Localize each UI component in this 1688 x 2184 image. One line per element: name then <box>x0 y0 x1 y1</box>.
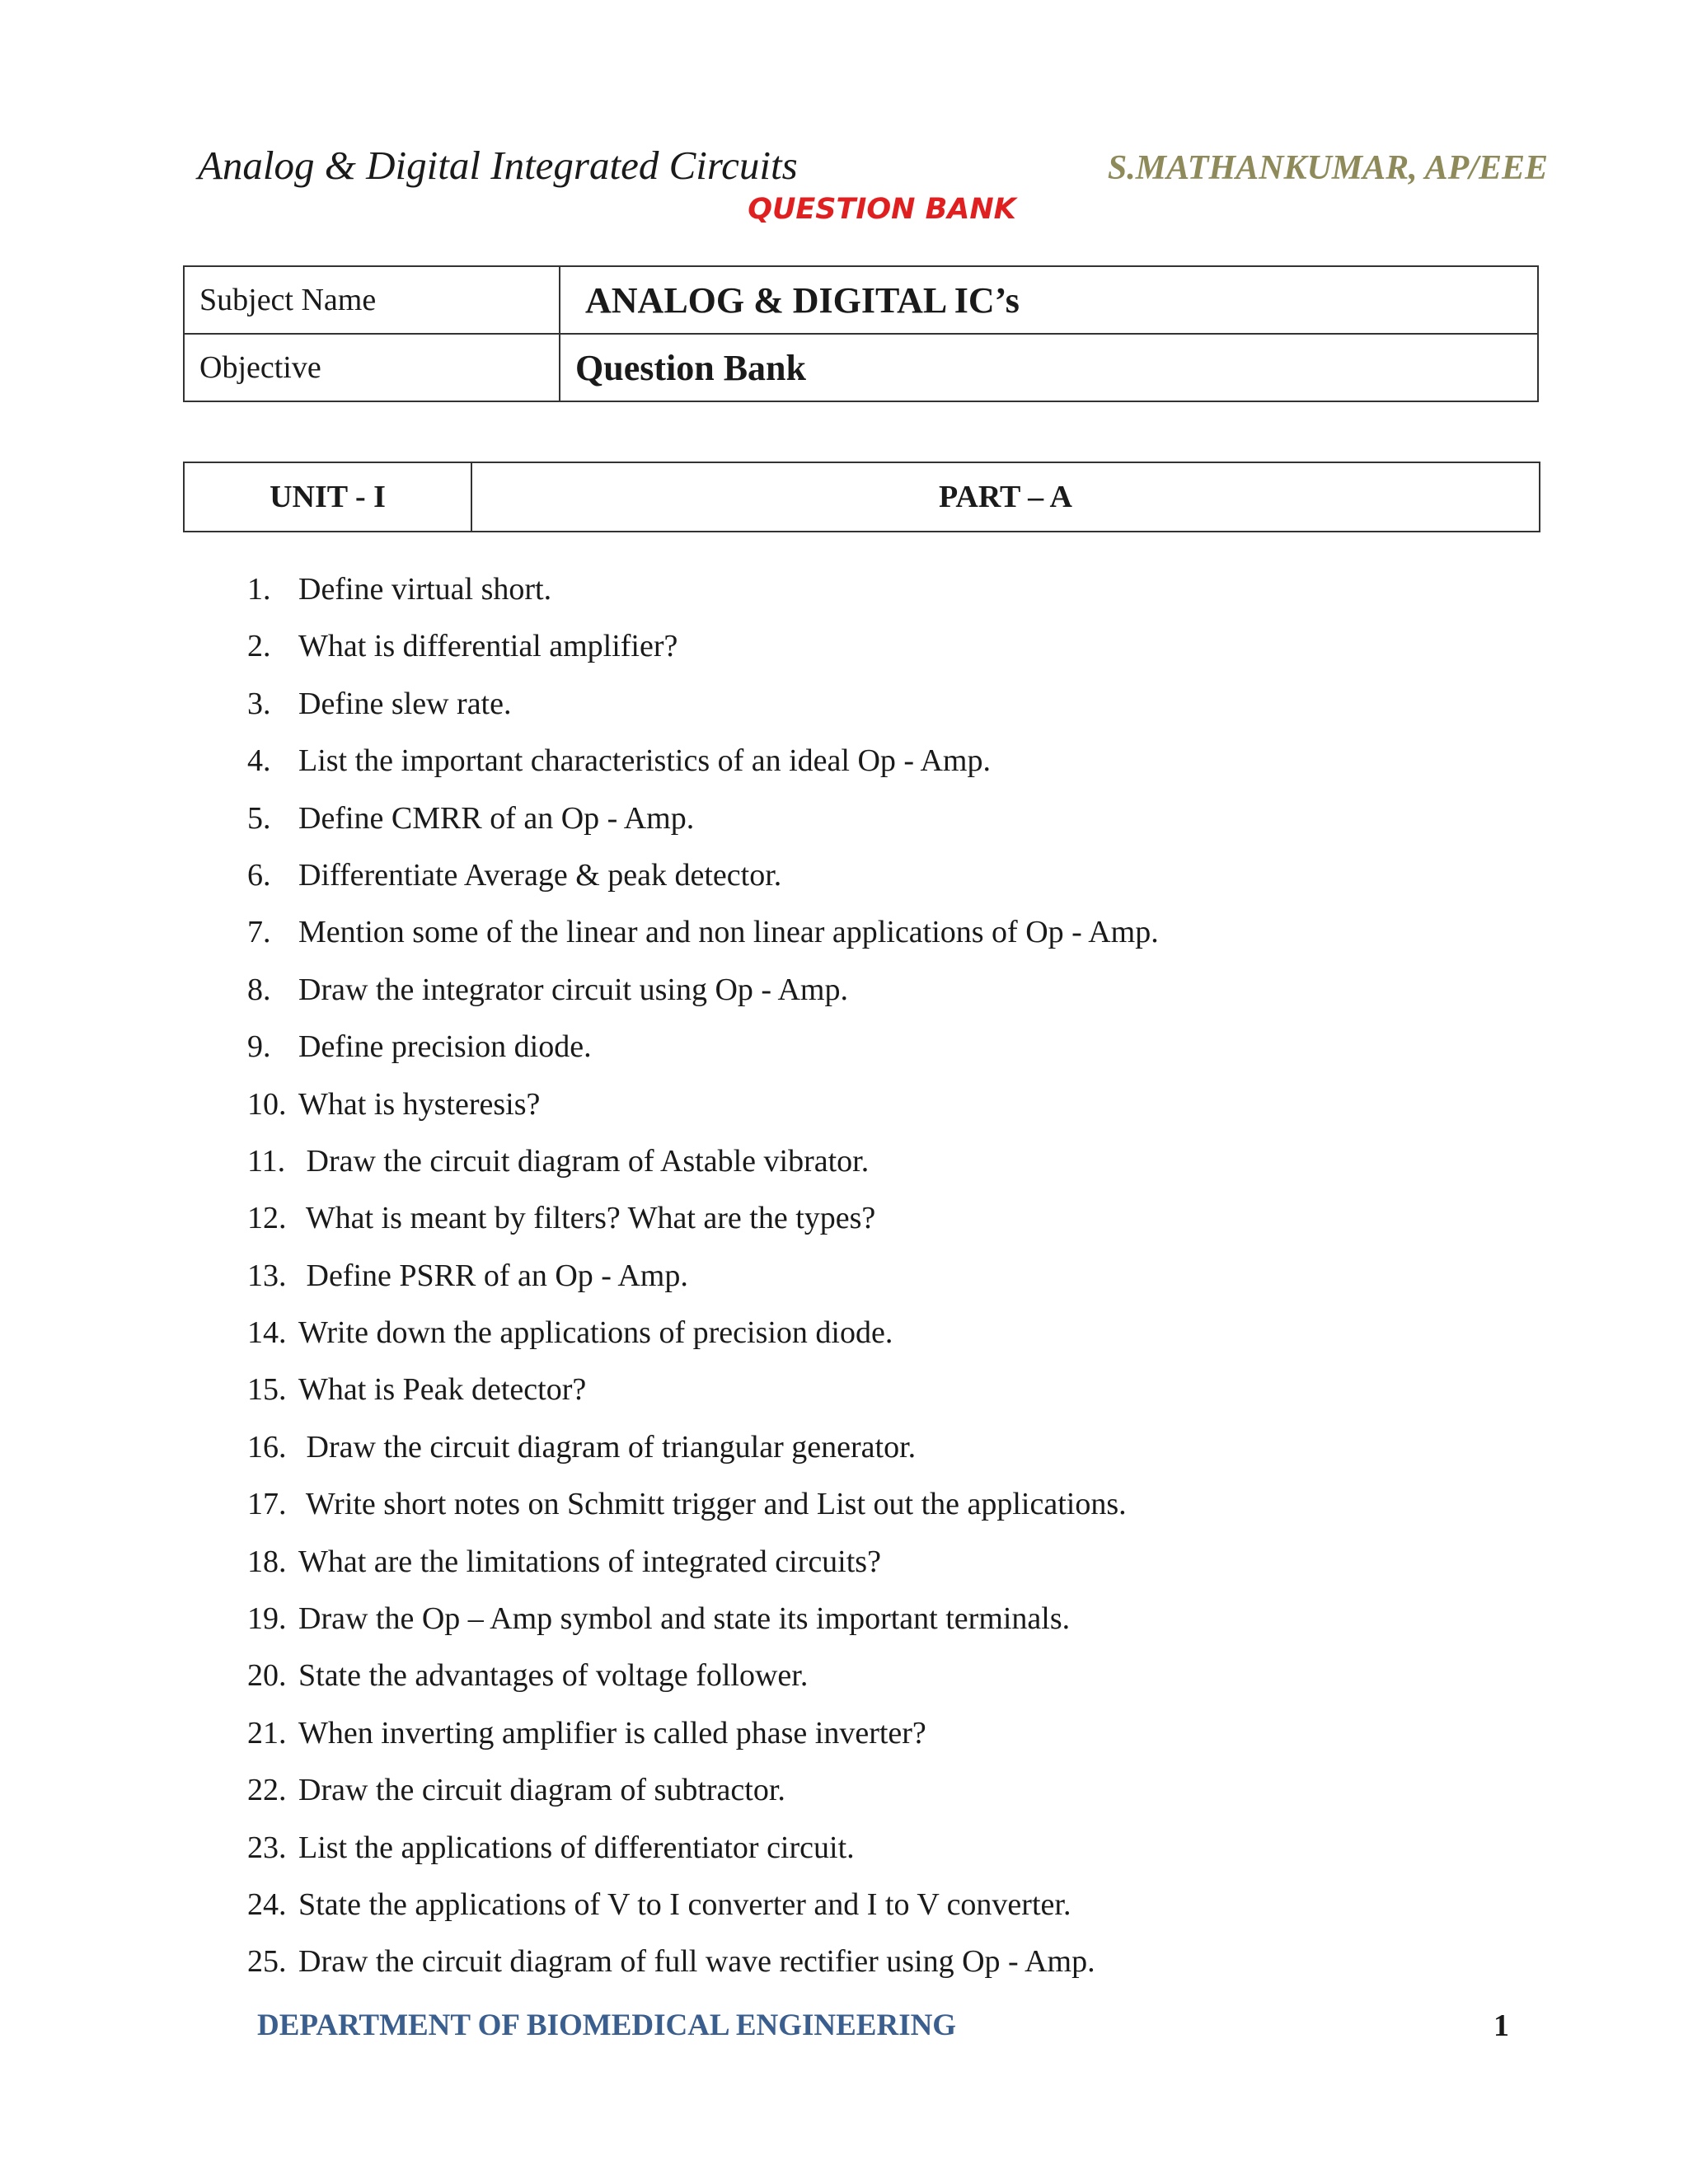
question-text: Draw the circuit diagram of triangular generator. <box>298 1429 917 1465</box>
objective-value: Question Bank <box>560 334 1538 401</box>
list-item <box>247 737 1159 794</box>
question-number: 5. <box>247 800 271 836</box>
question-text: Draw the integrator circuit using Op - Amp. <box>298 972 848 1007</box>
question-text: State the applications of V to I converter and I to V converter. <box>298 1886 1071 1922</box>
question-text: Define PSRR of an Op - Amp. <box>298 1258 688 1293</box>
list-item <box>247 565 1159 622</box>
question-number: 9. <box>247 1029 271 1065</box>
table-row <box>184 266 1538 334</box>
question-number: 19. <box>247 1601 287 1637</box>
list-item <box>247 1881 1159 1938</box>
list-item <box>247 1080 1159 1137</box>
question-number: 21. <box>247 1715 287 1750</box>
question-text: What are the limitations of integrated circuits? <box>298 1544 881 1579</box>
question-text: What is differential amplifier? <box>298 629 678 664</box>
question-text: Differentiate Average & peak detector. <box>298 857 782 893</box>
subject-info-table <box>183 265 1539 402</box>
question-text: List the important characteristics of an ideal Op - Amp. <box>298 743 991 779</box>
question-number: 8. <box>247 972 271 1007</box>
question-text: What is meant by filters? What are the types? <box>298 1201 876 1236</box>
question-number: 6. <box>247 857 271 893</box>
question-text: When inverting amplifier is called phase inverter? <box>298 1715 926 1750</box>
list-item <box>247 1252 1159 1309</box>
department-footer: DEPARTMENT OF BIOMEDICAL ENGINEERING <box>257 2008 957 2042</box>
question-number: 1. <box>247 572 271 607</box>
question-text: What is Peak detector? <box>298 1372 587 1408</box>
question-list <box>247 565 1159 1995</box>
table-row <box>184 334 1538 401</box>
list-item <box>247 1023 1159 1080</box>
question-text: Define precision diode. <box>298 1029 592 1065</box>
question-number: 13. <box>247 1258 287 1293</box>
question-number: 24. <box>247 1886 287 1922</box>
list-item <box>247 1709 1159 1766</box>
question-number: 10. <box>247 1086 287 1122</box>
list-item <box>247 908 1159 965</box>
question-text: Write short notes on Schmitt trigger and List out the applications. <box>298 1487 1127 1522</box>
list-item <box>247 1824 1159 1881</box>
document-type: QUESTION BANK <box>748 193 1016 226</box>
list-item <box>247 1938 1159 1994</box>
question-text: State the advantages of voltage follower. <box>298 1658 809 1694</box>
question-number: 16. <box>247 1429 287 1465</box>
question-text: List the applications of differentiator circuit. <box>298 1830 855 1865</box>
list-item <box>247 966 1159 1023</box>
question-number: 7. <box>247 915 271 950</box>
list-item <box>247 1766 1159 1823</box>
list-item <box>247 1309 1159 1366</box>
question-number: 17. <box>247 1487 287 1522</box>
question-text: Define virtual short. <box>298 572 552 607</box>
question-text: Define CMRR of an Op - Amp. <box>298 800 695 836</box>
list-item <box>247 1137 1159 1194</box>
question-text: Write down the applications of precision diode. <box>298 1315 893 1351</box>
subject-name-value: ANALOG & DIGITAL IC’s <box>560 266 1538 334</box>
unit-label: UNIT - I <box>184 462 471 532</box>
page-number: 1 <box>1493 2008 1509 2043</box>
question-number: 20. <box>247 1658 287 1694</box>
subject-name-label: Subject Name <box>184 266 560 334</box>
table-row <box>184 462 1540 532</box>
part-label: PART – A <box>471 462 1540 532</box>
list-item <box>247 1480 1159 1537</box>
list-item <box>247 1595 1159 1652</box>
question-text: Draw the circuit diagram of Astable vibrator. <box>298 1143 870 1179</box>
list-item <box>247 680 1159 737</box>
question-text: Draw the Op – Amp symbol and state its important terminals. <box>298 1601 1071 1637</box>
list-item <box>247 1652 1159 1708</box>
question-number: 3. <box>247 686 271 721</box>
question-text: Draw the circuit diagram of full wave rectifier using Op - Amp. <box>298 1944 1095 1980</box>
list-item <box>247 622 1159 679</box>
question-text: Draw the circuit diagram of subtractor. <box>298 1773 785 1808</box>
question-number: 22. <box>247 1773 287 1808</box>
unit-part-table <box>183 462 1540 532</box>
question-text: Mention some of the linear and non linear applications of Op - Amp. <box>298 915 1159 950</box>
list-item <box>247 1423 1159 1480</box>
question-number: 18. <box>247 1544 287 1579</box>
question-number: 11. <box>247 1143 286 1179</box>
objective-label: Objective <box>184 334 560 401</box>
list-item <box>247 1194 1159 1251</box>
list-item <box>247 1538 1159 1595</box>
list-item <box>247 851 1159 908</box>
question-number: 25. <box>247 1944 287 1980</box>
list-item <box>247 1366 1159 1422</box>
author-name: S.MATHANKUMAR, AP/EEE <box>1107 149 1548 187</box>
question-text: What is hysteresis? <box>298 1086 541 1122</box>
question-number: 15. <box>247 1372 287 1408</box>
question-text: Define slew rate. <box>298 686 512 721</box>
list-item <box>247 794 1159 851</box>
course-title: Analog & Digital Integrated Circuits <box>198 143 798 188</box>
question-number: 23. <box>247 1830 287 1865</box>
question-number: 14. <box>247 1315 287 1351</box>
question-number: 4. <box>247 743 271 779</box>
question-number: 2. <box>247 629 271 664</box>
question-number: 12. <box>247 1201 287 1236</box>
